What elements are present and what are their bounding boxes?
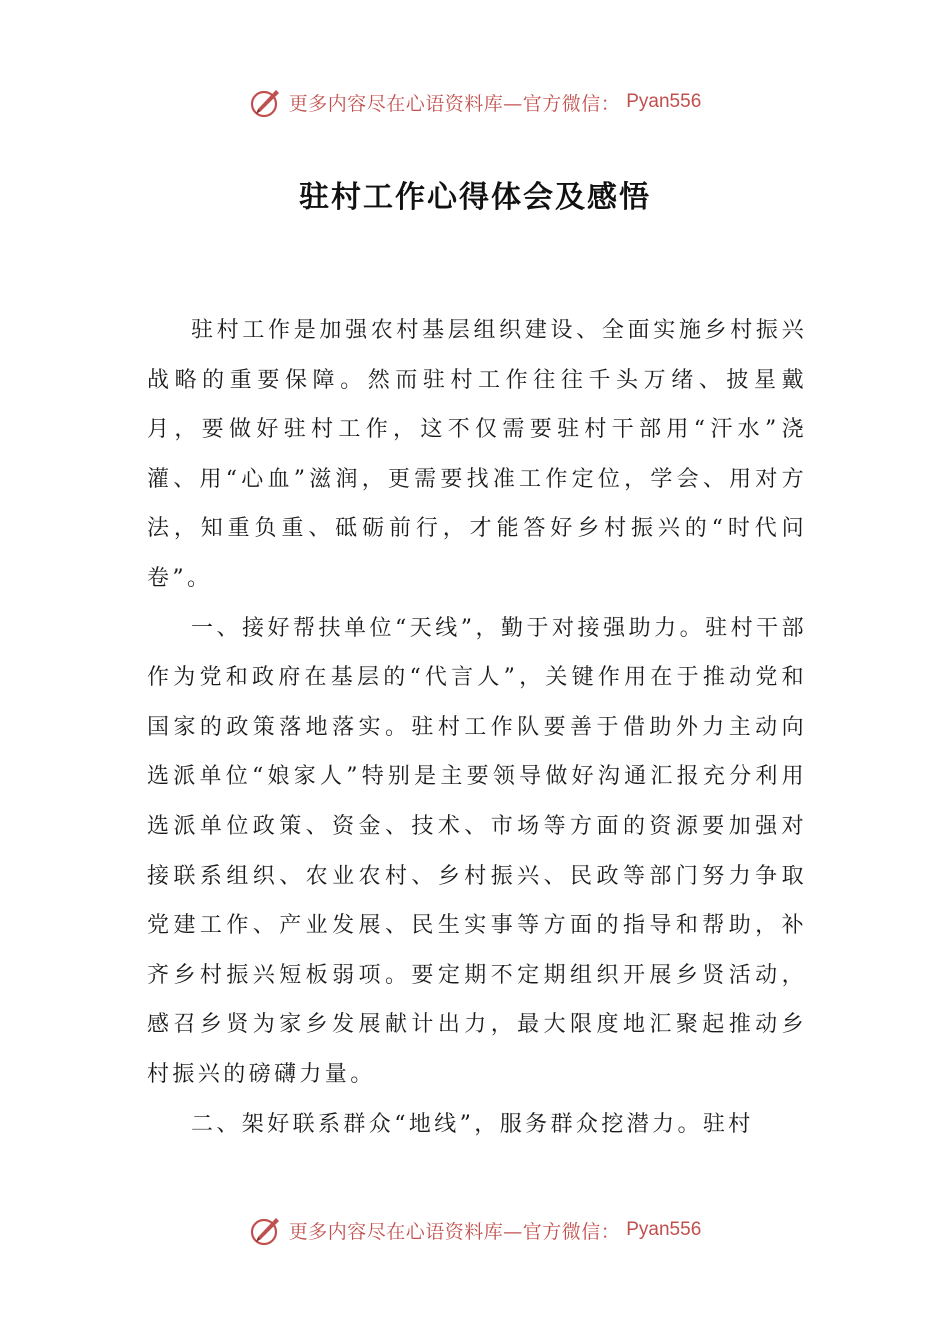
watermark-text: 更多内容尽在心语资料库—官方微信： bbox=[288, 92, 621, 115]
document-title: 驻村工作心得体会及感悟 bbox=[299, 180, 651, 215]
watermark-contact: Pyan556 bbox=[626, 1219, 702, 1240]
watermark-text: 更多内容尽在心语资料库—官方微信： bbox=[288, 1220, 621, 1243]
footer-watermark bbox=[0, 1210, 950, 1250]
quill-pen-logo-icon bbox=[249, 85, 283, 119]
quill-pen-logo-icon bbox=[249, 1213, 283, 1247]
paragraph-section-one: 一、接好帮扶单位“天线”，勤于对接强助力。驻村干部作为党和政府在基层的“代言人”，关键作用在于推动党和国家的政策落地落实。驻村工作队要善于借助外力主动向选派单位“娘家人”特别是主要领导做好沟通汇报充分利用选派单位政策、资金、技术、市场等方面的资源要加强对接联系组织、农业农村、乡村振兴、民政等部门努力争取党建工作、产业发展、民生实事等方面的指导和帮助，补齐乡村振兴短板弱项。要定期不定期组织开展乡贤活动，感召乡贤为家乡发展献计出力，最大限度地汇聚起推动乡村振兴的磅礴力量。 bbox=[147, 615, 807, 1087]
document-body bbox=[147, 306, 807, 1149]
watermark-contact: Pyan556 bbox=[626, 91, 702, 112]
header-watermark bbox=[0, 82, 950, 122]
paragraph-section-two: 二、架好联系群众“地线”，服务群众挖潜力。驻村 bbox=[191, 1111, 754, 1137]
paragraph-intro: 驻村工作是加强农村基层组织建设、全面实施乡村振兴战略的重要保障。然而驻村工作往往千头万绪、披星戴月，要做好驻村工作，这不仅需要驻村干部用“汗水”浇灌、用“心血”滋润，更需要找准工作定位，学会、用对方法，知重负重、砥砺前行，才能答好乡村振兴的“时代问卷”。 bbox=[147, 318, 807, 591]
